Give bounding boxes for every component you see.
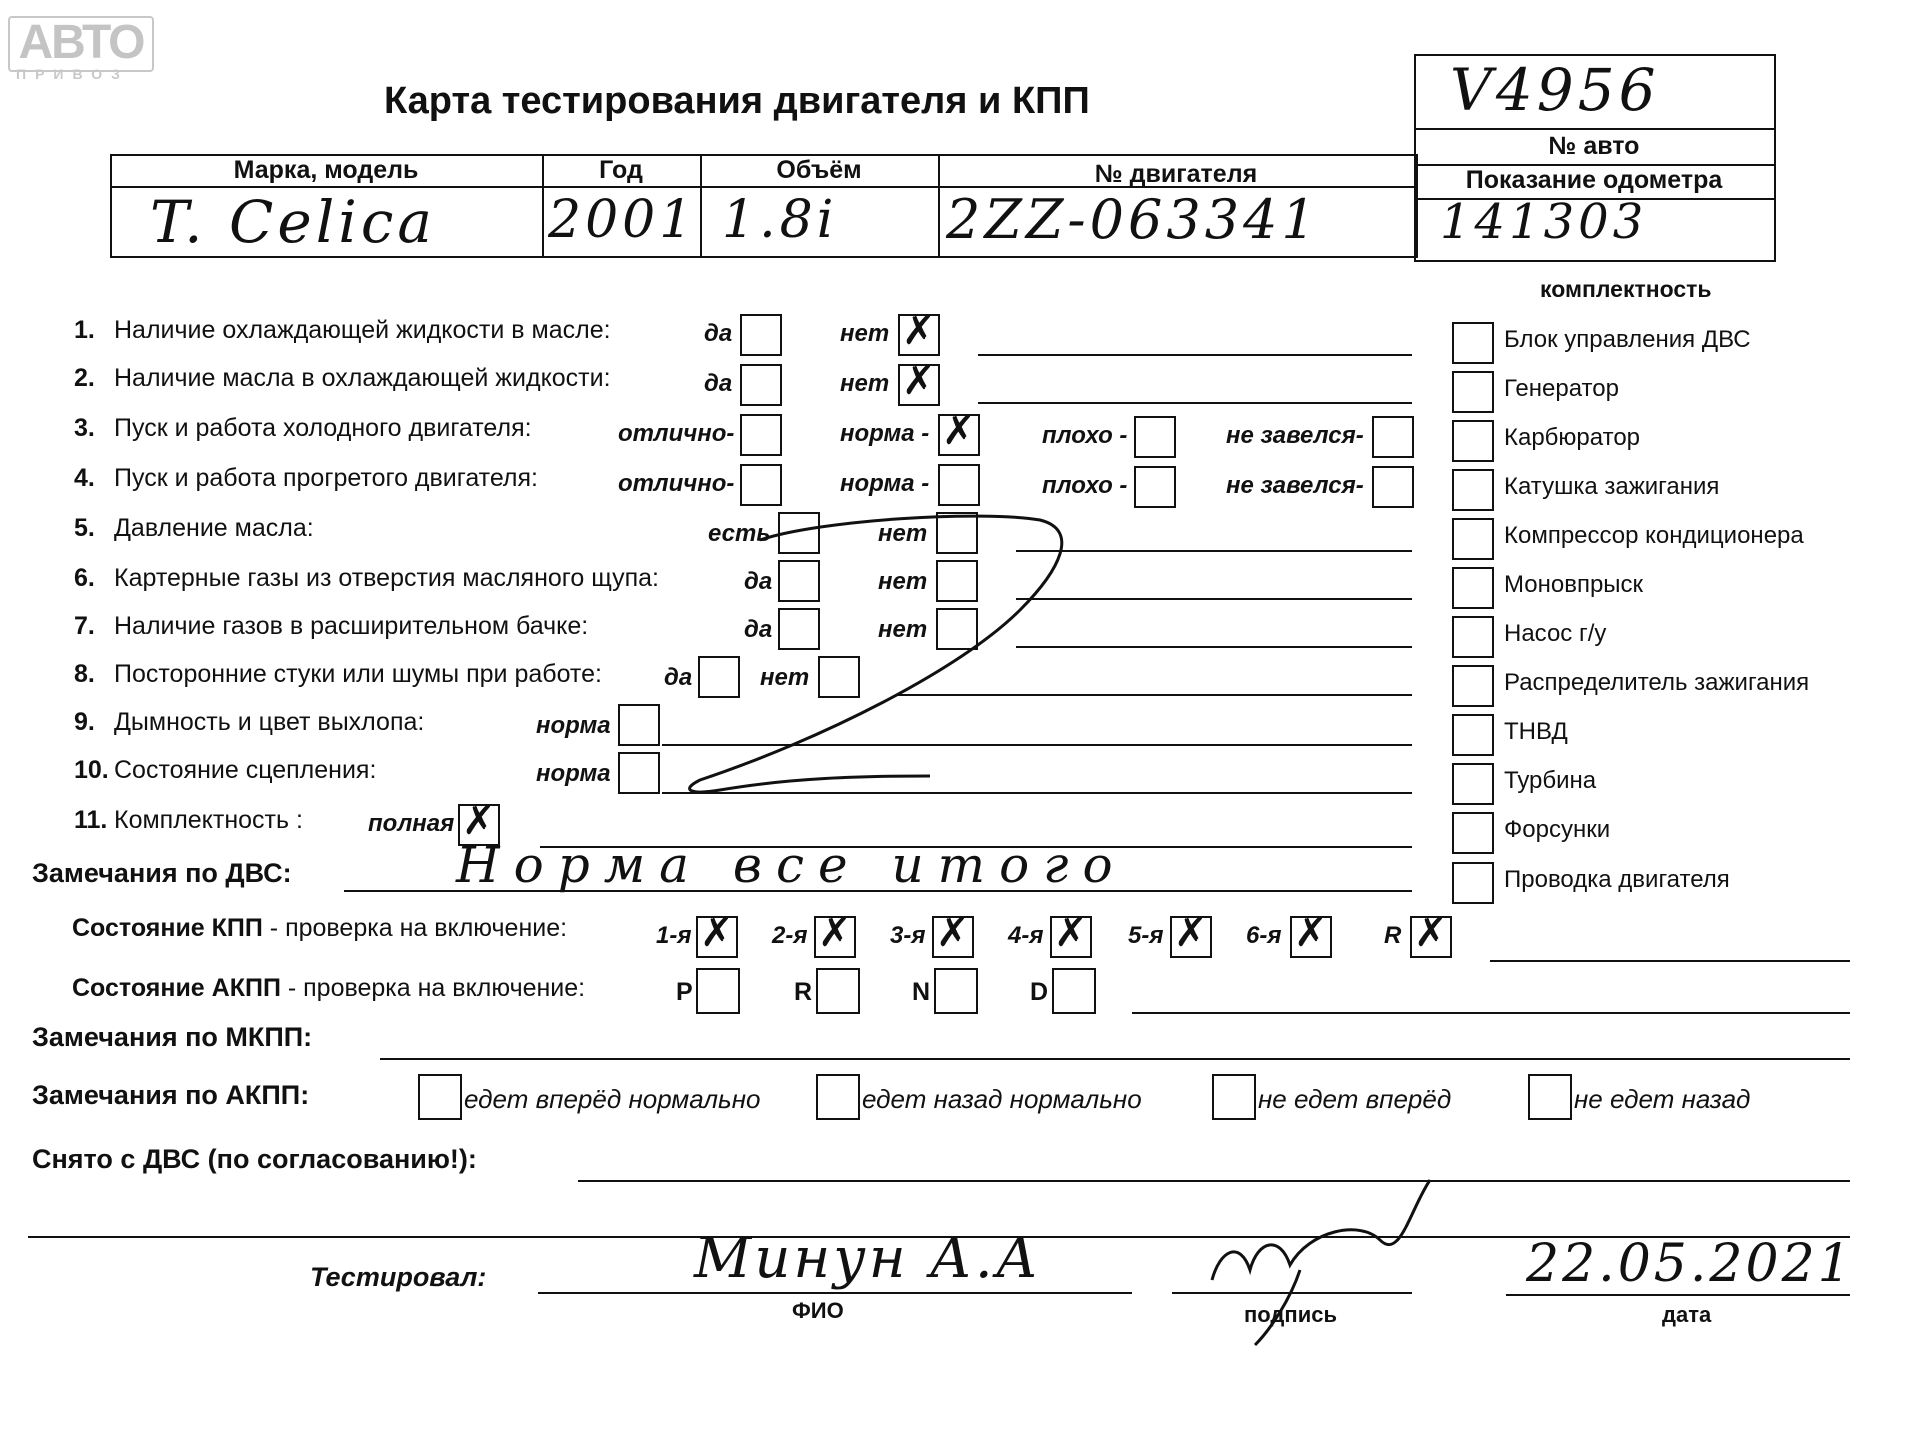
akpp-mode-label: D [1030,978,1049,1006]
question-text: Пуск и работа прогретого двигателя: [114,464,538,492]
question-text: Наличие охлаждающей жидкости в масле: [114,316,611,344]
completeness-item: Турбина [1504,767,1597,794]
akpp-option-label: едет вперёд нормально [464,1084,761,1114]
question-number: 11. [74,806,108,834]
signature-mark [1212,1180,1430,1345]
question-text: Состояние сцепления: [114,756,377,784]
option-label: нет [878,568,928,595]
odometer-value: 141303 [1440,194,1648,250]
option-label: не завелся- [1226,422,1364,449]
question-text: Дымность и цвет выхлопа: [114,708,425,736]
option-label: норма [536,760,611,787]
option-label: да [704,370,733,397]
question-number: 5. [74,514,95,542]
question-text: Давление масла: [114,514,314,542]
completeness-item: Моновпрыск [1504,571,1644,598]
completeness-item: Катушка зажигания [1504,473,1720,500]
completeness-item: Карбюратор [1504,424,1641,451]
odometer-label: Показание одометра [1465,166,1723,194]
option-label: норма - [840,470,930,497]
engine-remarks-value: Норма все итого [456,836,1127,894]
tested-label: Тестировал: [310,1262,487,1292]
gear-label: 6-я [1246,922,1282,949]
completeness-item: Распределитель зажигания [1504,669,1810,696]
handwritten-2-mark [690,516,1062,792]
question-number: 8. [74,660,95,688]
year-value: 2001 [548,190,697,250]
question-text: Наличие масла в охлаждающей жидкости: [114,364,611,392]
engine-remarks-label: Замечания по ДВС: [32,858,292,888]
question-number: 3. [74,414,95,442]
akpp-mode-label: R [794,978,813,1006]
kpp-label-bold: Состояние КПП [72,914,263,942]
question-number: 10. [74,756,109,784]
volume-value: 1.8i [722,190,838,250]
fio-caption: ФИО [792,1298,844,1323]
question-number: 9. [74,708,95,736]
logo: АВТО [8,16,154,72]
option-label: да [704,320,733,347]
removed-label: Снято с ДВС (по согласованию!): [32,1144,477,1174]
akpp-label-rest: - проверка на включение: [280,974,586,1002]
question-text: Наличие газов в расширительном бачке: [114,612,589,640]
completeness-item: Насос г/у [1504,620,1607,647]
logo-subtitle: ПРИВОЗ [16,66,129,82]
engine-number-label: № двигателя [1094,160,1258,188]
completeness-title: комплектность [1540,276,1712,302]
kpp-label-rest: - проверка на включение: [262,914,568,942]
option-label: да [664,664,693,691]
option-label: норма - [840,420,930,447]
question-text: Посторонние стуки или шумы при работе: [114,660,602,688]
question-number: 4. [74,464,95,492]
option-label: да [744,568,773,595]
gear-label: 4-я [1008,922,1044,949]
car-number-value: V4956 [1450,56,1660,124]
gear-label: R [1384,922,1402,949]
akpp-mode-label: P [676,978,693,1006]
completeness-item: Блок управления ДВС [1504,326,1751,353]
akpp-option-label: не едет назад [1574,1084,1751,1114]
option-label: нет [760,664,810,691]
completeness-item: ТНВД [1504,718,1568,745]
mkpp-remarks-label: Замечания по МКПП: [32,1022,313,1052]
date-caption: дата [1662,1302,1712,1327]
option-label: нет [840,320,890,347]
car-number-label: № авто [1548,132,1640,160]
question-number: 1. [74,316,95,344]
akpp-option-label: не едет вперёд [1258,1084,1452,1114]
akpp-mode-label: N [912,978,931,1006]
option-label: не завелся- [1226,472,1364,499]
question-number: 6. [74,564,95,592]
brand-label: Марка, модель [233,156,419,184]
brand-value: T. Celica [150,188,436,256]
question-number: 7. [74,612,95,640]
engine-number-value: 2ZZ-063341 [946,188,1320,251]
completeness-item: Генератор [1504,375,1619,402]
option-label: плохо - [1042,422,1128,449]
option-label: нет [840,370,890,397]
year-label: Год [599,156,643,184]
signature-caption: подпись [1244,1302,1337,1327]
option-label: отлично- [618,420,735,447]
completeness-item: Форсунки [1504,816,1611,843]
question-text: Пуск и работа холодного двигателя: [114,414,532,442]
gear-label: 3-я [890,922,926,949]
akpp-remarks-label: Замечания по АКПП: [32,1080,310,1110]
option-label: норма [536,712,611,739]
option-label: есть [708,520,771,547]
option-label: отлично- [618,470,735,497]
akpp-label-bold: Состояние АКПП [72,974,281,1002]
fio-value: Минун А.А [694,1226,1042,1291]
gear-label: 1-я [656,922,692,949]
completeness-item: Компрессор кондиционера [1504,522,1804,549]
akpp-option-label: едет назад нормально [862,1084,1142,1114]
gear-label: 2-я [772,922,808,949]
date-value: 22.05.2021 [1526,1234,1854,1294]
option-label: плохо - [1042,472,1128,499]
option-label: полная [368,810,455,837]
page-title: Карта тестирования двигателя и КПП [384,80,1090,122]
option-label: нет [878,520,928,547]
option-label: да [744,616,773,643]
completeness-item: Проводка двигателя [1504,866,1730,893]
question-text: Картерные газы из отверстия масляного щупа: [114,564,659,592]
gear-label: 5-я [1128,922,1164,949]
option-label: нет [878,616,928,643]
volume-label: Объём [776,156,862,184]
question-text: Комплектность : [114,806,303,834]
question-number: 2. [74,364,95,392]
